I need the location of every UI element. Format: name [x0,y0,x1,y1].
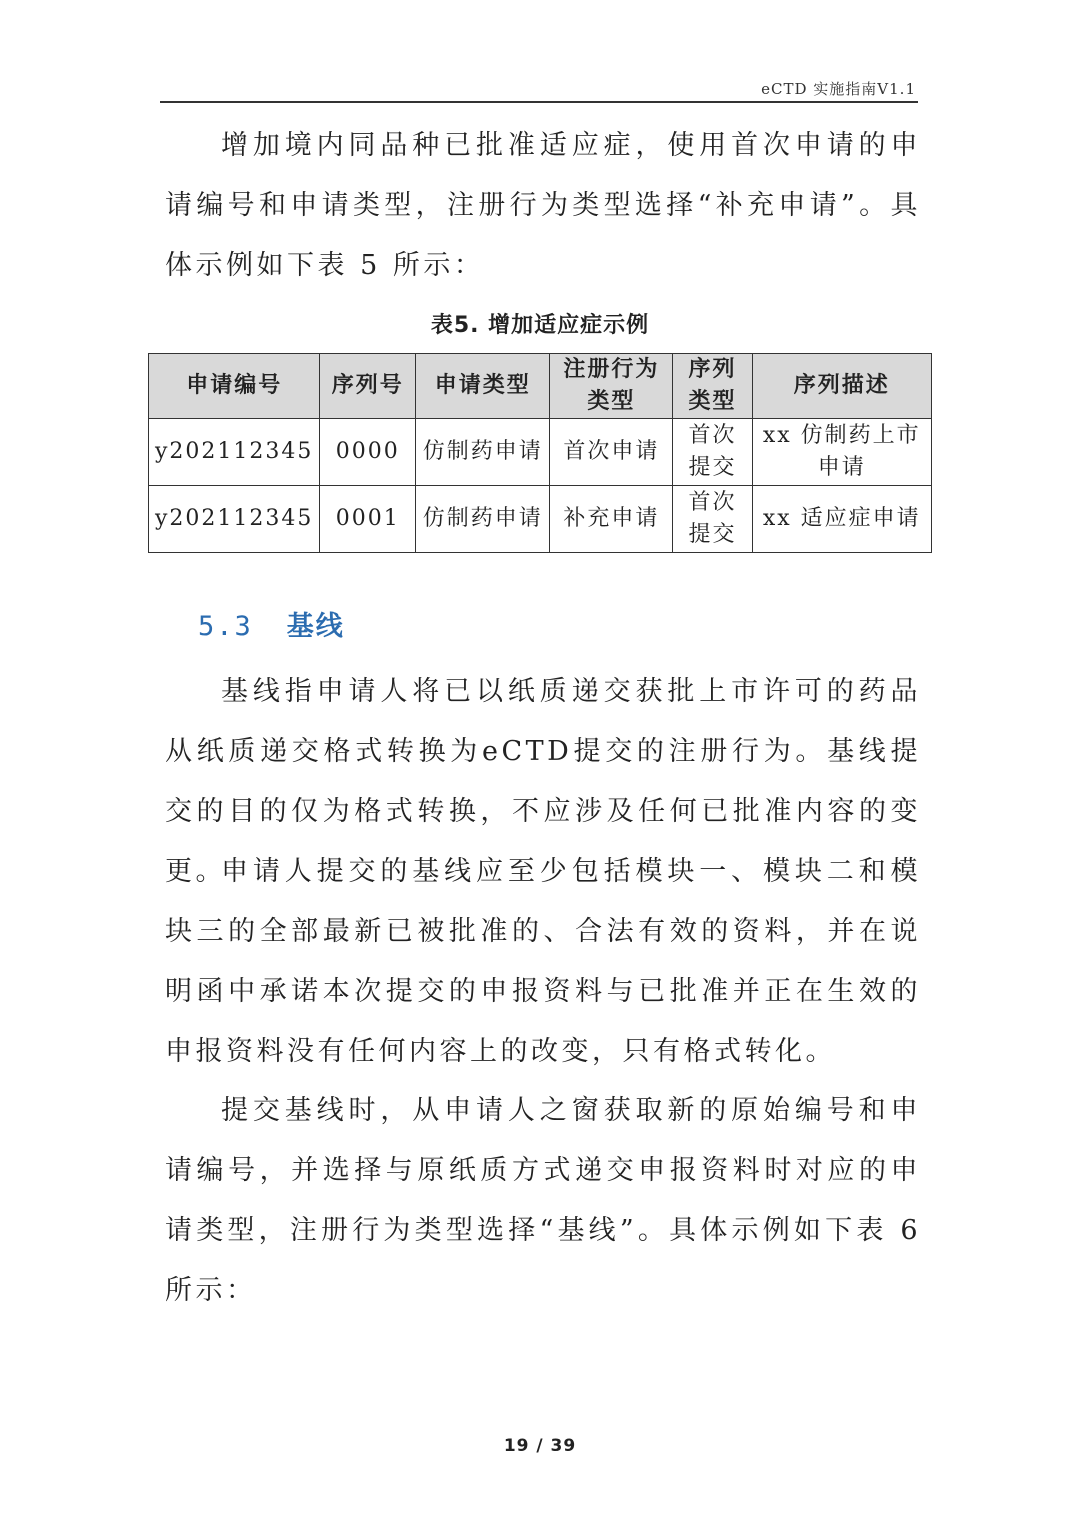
cell-sequence-type: 首次提交 [673,486,752,553]
paragraph-added-indication: 增加境内同品种已批准适应症，使用首次申请的申请编号和申请类型，注册行为类型选择“补充申请”。具体示例如下表 5 所示： [165,130,921,281]
paragraph-baseline-content: 申请人提交的基线应至少包括模块一、模块二和模块三的全部最新已被批准的、合法有效的资料，并在说明函中承诺本次提交的申报资料与已批准并正在生效的申报资料没有任何内容上的改变，只有格式转化。 [165,856,921,1067]
cell-application-number: y202112345 [149,486,320,553]
cell-application-number: y202112345 [149,419,320,486]
cell-application-type: 仿制药申请 [416,486,550,553]
cell-sequence-description: xx 适应症申请 [752,486,932,553]
table-header-row [149,354,932,419]
cell-sequence-number: 0000 [320,419,416,486]
table-caption: 表5. 增加适应症示例 [430,313,650,338]
header-cell-application-type: 申请类型 [416,354,550,419]
header-cell-sequence-number: 序列号 [320,354,416,419]
indication-example-table [148,353,932,553]
paragraph-baseline-definition: 基线指申请人将已以纸质递交获批上市许可的药品从纸质递交格式转换为eCTD提交的注册行为。基线提交的目的仅为格式转换，不应涉及任何已批准内容的变更。 [165,676,921,887]
document-header-title: eCTD 实施指南V1.1 [761,80,916,98]
paragraph-baseline-submission: 提交基线时，从申请人之窗获取新的原始编号和申请编号，并选择与原纸质方式递交申报资料时对应的申请类型，注册行为类型选择“基线”。具体示例如下表 6 所示： [165,1095,921,1306]
cell-application-type: 仿制药申请 [416,419,550,486]
section-title: 基线 [286,611,345,642]
table-row [149,419,932,486]
header-cell-regulatory-activity-type: 注册行为类型 [550,354,673,419]
header-cell-sequence-description: 序列描述 [752,354,932,419]
header-cell-application-number: 申请编号 [149,354,320,419]
section-number: 5.3 [198,611,253,642]
cell-regulatory-activity-type: 首次申请 [550,419,673,486]
cell-sequence-description: xx 仿制药上市申请 [752,419,932,486]
cell-sequence-type: 首次提交 [673,419,752,486]
header-cell-sequence-type: 序列类型 [673,354,752,419]
cell-sequence-number: 0001 [320,486,416,553]
table-row [149,486,932,553]
cell-regulatory-activity-type: 补充申请 [550,486,673,553]
section-heading-baseline [198,604,345,643]
page-number: 19 / 39 [503,1436,577,1456]
header-divider [160,101,918,103]
